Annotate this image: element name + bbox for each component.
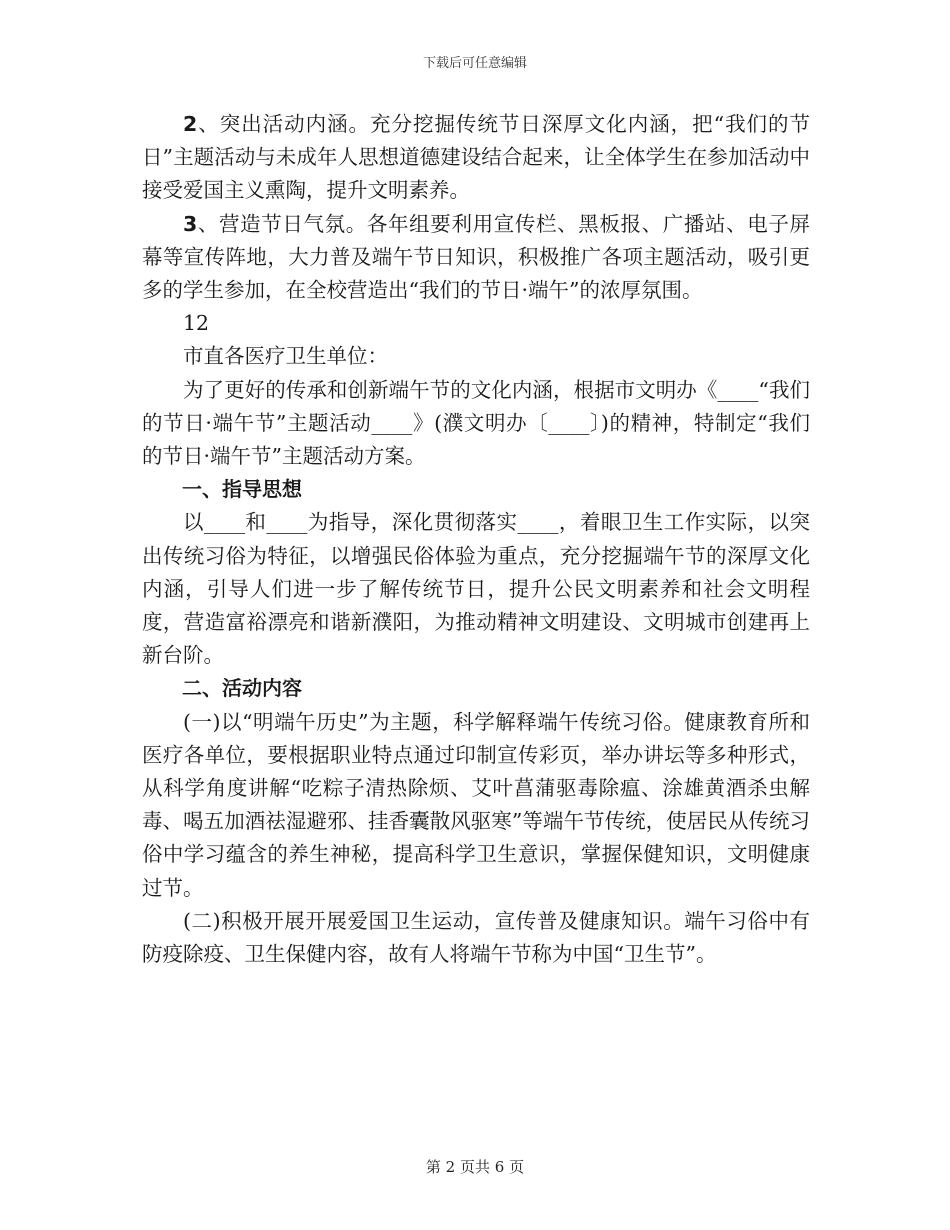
activity-item-1: (一)以“明端午历史”为主题，科学解释端午传统习俗。健康教育所和医疗各单位，要根据职业特点通过印制宣传彩页，举办讲坛等多种形式，从科学角度讲解“吃粽子清热除烦、艾叶菖蒲驱毒除瘟、涂雄黄酒杀虫解毒、喝五加酒祛湿避邪、挂香囊散风驱寒”等端午节传统，使居民从传统习俗中学习蕴含的养生神秘，提高科学卫生意识，掌握保健知识，文明健康过节。	[142, 709, 810, 900]
salutation: 市直各医疗卫生单位：	[183, 344, 388, 369]
paragraph-2	[142, 108, 810, 208]
paragraph-3	[142, 208, 810, 308]
page-header: 下载后可任意编辑	[422, 56, 527, 71]
document-body	[142, 108, 810, 971]
guiding-thought-paragraph: 以____和____为指导，深化贯彻落实____，着眼卫生工作实际，以突出传统习俗为特征，以增强民俗体验为重点，充分挖掘端午节的深厚文化内涵，引导人们进一步了解传统节日，提升公民文明素养和社会文明程度，营造富裕漂亮和谐新濮阳，为推动精神文明建设、文明城市创建再上新台阶。	[142, 510, 810, 668]
page-footer: 第 2 页共 6 页	[425, 1158, 525, 1176]
intro-paragraph: 为了更好的传承和创新端午节的文化内涵，根据市文明办《____“我们的节日·端午节”主题活动____》(濮文明办〔____〕)的精神，特制定“我们的节日·端午节”主题活动方案。	[142, 377, 810, 469]
item-number: 2	[183, 112, 198, 136]
section-heading-guiding-thought: 一、指导思想	[182, 477, 302, 502]
section-heading-activities: 二、活动内容	[182, 676, 302, 701]
activity-item-2: (二)积极开展开展爱国卫生运动，宣传普及健康知识。端午习俗中有防疫除疫、卫生保健内容，故有人将端午节称为中国“卫生节”。	[142, 908, 810, 967]
item-number: 3	[183, 211, 198, 236]
paragraph-text: 、营造节日气氛。各年组要利用宣传栏、黑板报、广播站、电子屏幕等宣传阵地，大力普及端午节日知识，积极推广各项主题活动，吸引更多的学生参加，在全校营造出“我们的节日·端午”的浓厚氛围。	[142, 211, 810, 303]
paragraph-text: 、突出活动内涵。充分挖掘传统节日深厚文化内涵，把“我们的节日”主题活动与未成年人思想道德建设结合起来，让全体学生在参加活动中接受爱国主义熏陶，提升文明素养。	[142, 112, 810, 203]
section-number: 12	[183, 311, 210, 336]
